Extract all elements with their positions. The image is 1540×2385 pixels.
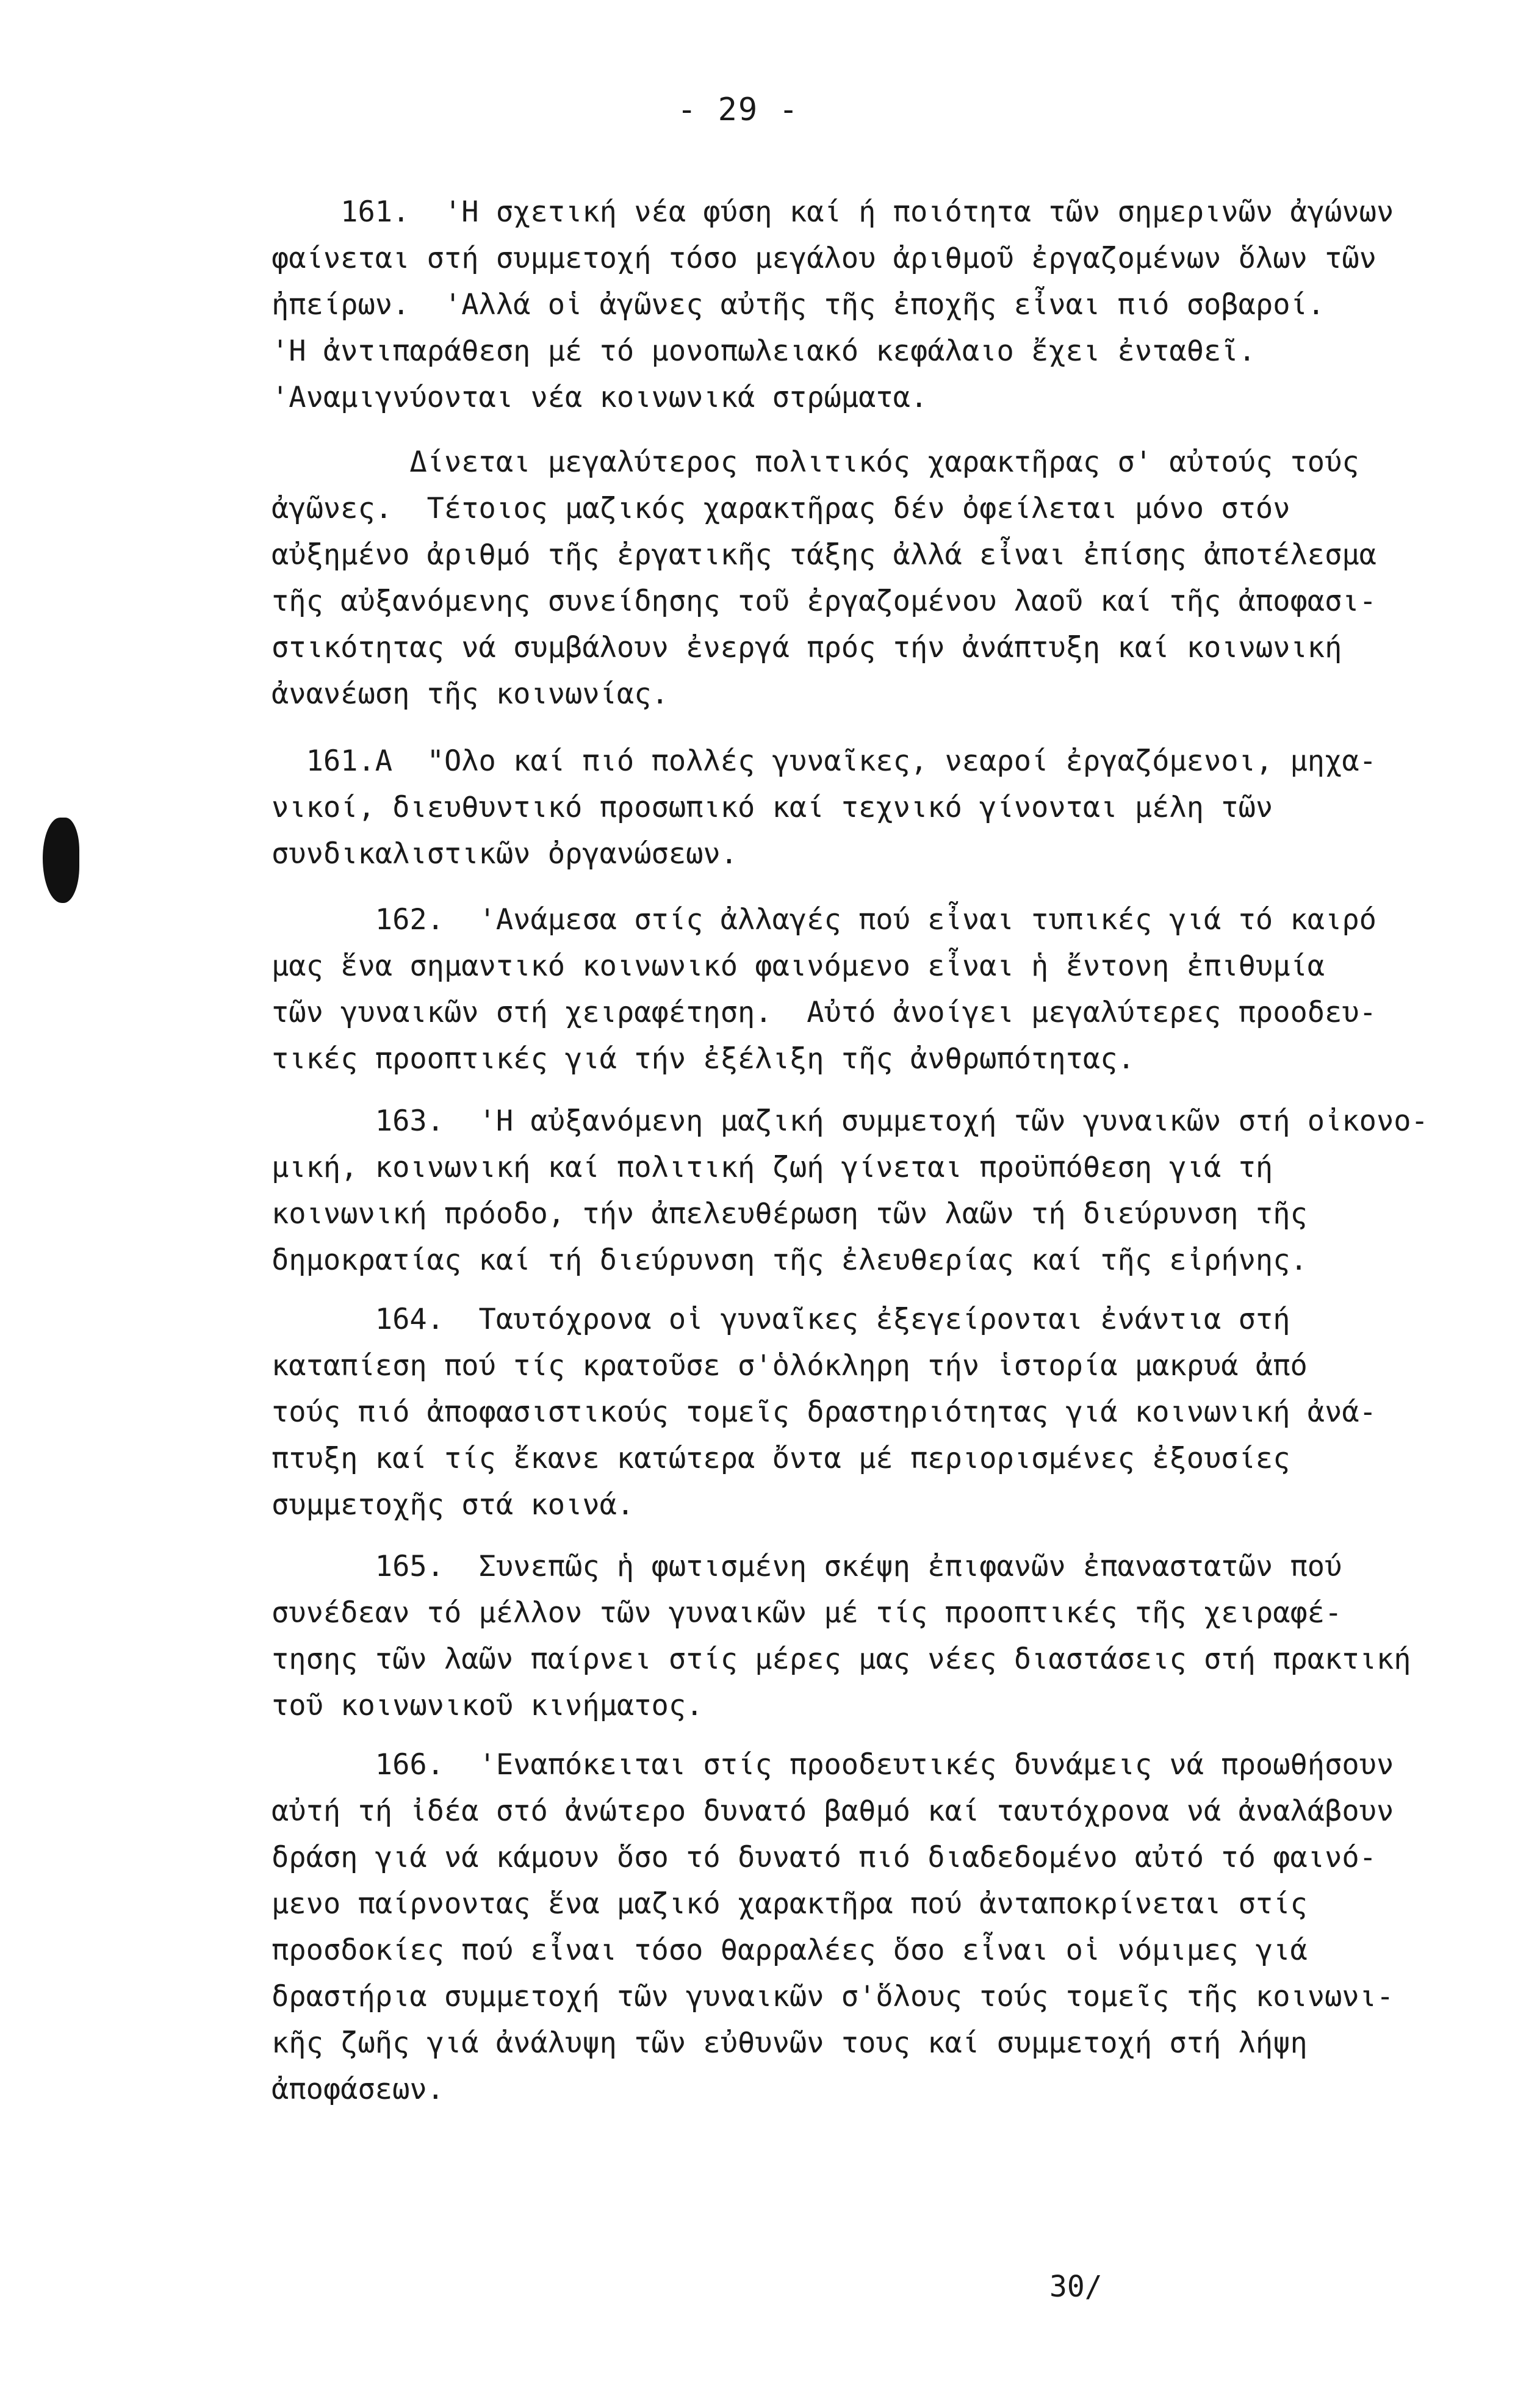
text-line: συμμετοχῆς στά κοινά.: [272, 1488, 635, 1522]
text-line: τικές προοπτικές γιά τήν ἐξέλιξη τῆς ἀνθρωπότητας.: [272, 1042, 1135, 1076]
paragraph: [272, 1742, 1467, 2113]
text-line: δράση γιά νά κάμουν ὅσο τό δυνατό πιό διαδεδομένο αὐτό τό φαινό-: [272, 1841, 1376, 1874]
text-line: δραστήρια συμμετοχή τῶν γυναικῶν σ'ὅλους τούς τομεῖς τῆς κοινωνι-: [272, 1980, 1394, 2013]
text-line: 161. 'Η σχετική νέα φύση καί ή ποιότητα τῶν σημερινῶν ἀγώνων: [272, 195, 1394, 229]
text-line: συνέδεαν τό μέλλον τῶν γυναικῶν μέ τίς προοπτικές τῆς χειραφέ-: [272, 1596, 1342, 1630]
text-line: 161.A "Ολο καί πιό πολλές γυναῖκες, νεαροί ἐργαζόμενοι, μηχα-: [272, 744, 1376, 778]
text-line: μενο παίρνοντας ἕνα μαζικό χαρακτῆρα πού ἀνταποκρίνεται στίς: [272, 1887, 1308, 1921]
text-line: τούς πιό ἀποφασιστικούς τομεῖς δραστηριότητας γιά κοινωνική ἀνά-: [272, 1395, 1376, 1429]
text-line: 166. 'Εναπόκειται στίς προοδευτικές δυνάμεις νά προωθήσουν: [272, 1748, 1394, 1782]
text-line: συνδικαλιστικῶν ὀργανώσεων.: [272, 837, 738, 871]
page-number: - 29 -: [677, 92, 799, 128]
text-line: τησης τῶν λαῶν παίρνει στίς μέρες μας νέες διαστάσεις στή πρακτική: [272, 1642, 1411, 1676]
text-line: πτυξη καί τίς ἔκανε κατώτερα ὄντα μέ περιορισμένες ἐξουσίες: [272, 1442, 1290, 1475]
text-line: αὐξημένο ἀριθμό τῆς ἐργατικῆς τάξης ἀλλά εἶναι ἐπίσης ἀποτέλεσμα: [272, 538, 1376, 572]
text-line: 163. 'Η αὐξανόμενη μαζική συμμετοχή τῶν γυναικῶν στή οἰκονο-: [272, 1104, 1428, 1138]
ink-blot: [43, 818, 79, 903]
text-line: μας ἕνα σημαντικό κοινωνικό φαινόμενο εἶναι ἡ ἔντονη ἐπιθυμία: [272, 949, 1325, 983]
text-line: τοῦ κοινωνικοῦ κινήματος.: [272, 1689, 703, 1722]
paragraph: [272, 1098, 1467, 1284]
text-line: Δίνεται μεγαλύτερος πολιτικός χαρακτῆρας σ' αὐτούς τούς: [272, 445, 1359, 479]
paragraph: [272, 439, 1467, 718]
text-line: 162. 'Ανάμεσα στίς ἀλλαγές πού εἶναι τυπικές γιά τό καιρό: [272, 903, 1376, 937]
paragraph: [272, 738, 1467, 877]
text-line: αὐτή τή ἰδέα στό ἀνώτερο δυνατό βαθμό καί ταυτόχρονα νά ἀναλάβουν: [272, 1794, 1394, 1828]
text-line: τῶν γυναικῶν στή χειραφέτηση. Αὐτό ἀνοίγει μεγαλύτερες προοδευ-: [272, 996, 1376, 1029]
text-line: νικοί, διευθυντικό προσωπικό καί τεχνικό γίνονται μέλη τῶν: [272, 791, 1273, 824]
text-line: κῆς ζωῆς γιά ἀνάλυψη τῶν εὐθυνῶν τους καί συμμετοχή στή λήψη: [272, 2026, 1308, 2060]
text-line: τῆς αὐξανόμενης συνείδησης τοῦ ἐργαζομένου λαοῦ καί τῆς ἀποφασι-: [272, 585, 1376, 618]
text-line: στικότητας νά συμβάλουν ἐνεργά πρός τήν ἀνάπτυξη καί κοινωνική: [272, 631, 1342, 664]
text-line: 165. Συνεπῶς ἡ φωτισμένη σκέψη ἐπιφανῶν ἐπαναστατῶν πού: [272, 1550, 1342, 1583]
text-line: 'Η ἀντιπαράθεση μέ τό μονοπωλειακό κεφάλαιο ἔχει ἐνταθεῖ.: [272, 334, 1256, 368]
text-line: καταπίεση πού τίς κρατοῦσε σ'ὁλόκληρη τήν ἱστορία μακρυά ἀπό: [272, 1349, 1308, 1383]
text-line: 164. Ταυτόχρονα οἱ γυναῖκες ἐξεγείρονται ἐνάντια στή: [272, 1303, 1290, 1336]
paragraph: [272, 1544, 1467, 1729]
text-line: 'Αναμιγνύονται νέα κοινωνικά στρώματα.: [272, 381, 928, 414]
text-line: μική, κοινωνική καί πολιτική ζωή γίνεται προϋπόθεση γιά τή: [272, 1151, 1273, 1184]
text-line: φαίνεται στή συμμετοχή τόσο μεγάλου ἀριθμοῦ ἐργαζομένων ὅλων τῶν: [272, 242, 1376, 275]
paragraph: [272, 1297, 1467, 1528]
text-line: δημοκρατίας καί τή διεύρυνση τῆς ἐλευθερίας καί τῆς εἰρήνης.: [272, 1243, 1308, 1277]
text-line: προσδοκίες πού εἶναι τόσο θαρραλέες ὅσο εἶναι οἱ νόμιμες γιά: [272, 1934, 1308, 1967]
paragraph: [272, 897, 1467, 1082]
continuation-marker: 30/: [1049, 2270, 1103, 2304]
text-line: κοινωνική πρόοδο, τήν ἀπελευθέρωση τῶν λαῶν τή διεύρυνση τῆς: [272, 1197, 1308, 1231]
text-line: ἠπείρων. 'Αλλά οἱ ἀγῶνες αὐτῆς τῆς ἐποχῆς εἶναι πιό σοβαροί.: [272, 288, 1325, 322]
paragraph: [272, 189, 1467, 421]
text-line: ἀνανέωση τῆς κοινωνίας.: [272, 677, 669, 711]
text-line: ἀγῶνες. Τέτοιος μαζικός χαρακτῆρας δέν ὀφείλεται μόνο στόν: [272, 492, 1290, 525]
text-line: ἀποφάσεων.: [272, 2073, 444, 2106]
